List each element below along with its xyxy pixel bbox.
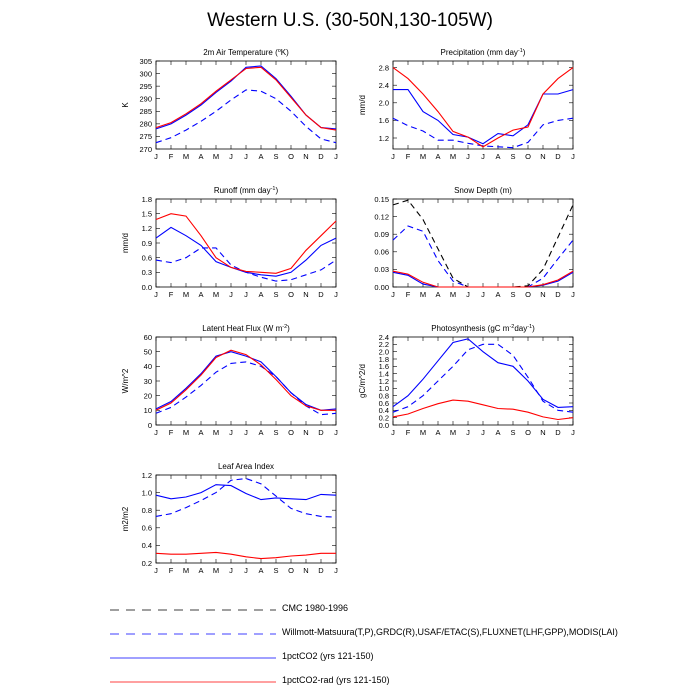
y-tick-label: 275 bbox=[139, 132, 152, 142]
x-tick-label: A bbox=[198, 152, 204, 161]
x-tick-label: N bbox=[540, 152, 546, 161]
x-tick-label: J bbox=[391, 290, 395, 299]
x-tick-label: J bbox=[154, 290, 158, 299]
x-tick-label: D bbox=[318, 152, 324, 161]
legend-label-rad: 1pctCO2-rad (yrs 121-150) bbox=[282, 675, 390, 685]
x-tick-label: J bbox=[571, 290, 575, 299]
y-tick-label: 20 bbox=[143, 391, 152, 401]
x-tick-label: M bbox=[419, 152, 427, 161]
y-tick-label: 2.4 bbox=[378, 81, 389, 90]
x-tick-label: D bbox=[318, 566, 324, 575]
x-tick-label: M bbox=[419, 428, 427, 437]
y-tick-label: 0.6 bbox=[378, 398, 389, 408]
x-tick-label: J bbox=[229, 566, 233, 575]
x-tick-label: A bbox=[258, 290, 264, 299]
legend bbox=[108, 600, 688, 696]
x-tick-label: F bbox=[405, 290, 411, 299]
y-tick-label: 0.12 bbox=[374, 212, 389, 222]
page-title: Western U.S. (30-50N,130-105W) bbox=[207, 10, 493, 31]
legend-item-obs bbox=[108, 624, 688, 648]
x-tick-label: J bbox=[334, 152, 338, 161]
x-tick-label: S bbox=[273, 566, 279, 575]
x-tick-label: A bbox=[258, 428, 264, 437]
y-tick-label: 0.0 bbox=[378, 420, 389, 430]
series-line-rad bbox=[156, 67, 336, 130]
x-tick-label: J bbox=[481, 428, 485, 437]
x-tick-label: N bbox=[303, 428, 309, 437]
x-tick-label: J bbox=[334, 290, 338, 299]
x-tick-label: J bbox=[244, 428, 248, 437]
panel-1 bbox=[358, 48, 575, 161]
series-line-co2 bbox=[156, 485, 336, 500]
x-tick-label: J bbox=[229, 152, 233, 161]
panel-5 bbox=[358, 324, 575, 437]
x-tick-label: M bbox=[419, 290, 427, 299]
x-tick-label: A bbox=[198, 428, 204, 437]
x-tick-label: M bbox=[182, 566, 190, 575]
panel-title: Latent Heat Flux (W $m^{-2}$) bbox=[202, 324, 290, 333]
x-tick-label: O bbox=[288, 290, 294, 299]
x-tick-label: F bbox=[168, 290, 174, 299]
x-tick-label: A bbox=[495, 152, 501, 161]
y-tick-label: 50 bbox=[143, 347, 152, 357]
x-tick-label: J bbox=[154, 152, 158, 161]
x-tick-label: F bbox=[168, 428, 174, 437]
x-tick-label: A bbox=[258, 152, 264, 161]
legend-item-rad bbox=[108, 672, 688, 696]
x-tick-label: J bbox=[154, 428, 158, 437]
x-tick-label: N bbox=[303, 152, 309, 161]
x-tick-label: S bbox=[510, 290, 516, 299]
y-tick-label: 1.8 bbox=[378, 354, 389, 364]
x-tick-label: J bbox=[334, 566, 338, 575]
y-tick-label: 1.2 bbox=[378, 376, 389, 386]
y-axis-label: m2/m2 bbox=[121, 506, 130, 532]
x-tick-label: A bbox=[435, 152, 441, 161]
x-tick-label: M bbox=[449, 152, 457, 161]
x-tick-label: N bbox=[540, 428, 546, 437]
x-tick-label: J bbox=[244, 152, 248, 161]
x-tick-label: O bbox=[525, 152, 531, 161]
y-axis-label: gC/m^2/d bbox=[358, 364, 367, 398]
y-axis-label: mm/d bbox=[358, 95, 367, 115]
y-tick-label: 1.5 bbox=[141, 209, 152, 219]
y-tick-label: 2.8 bbox=[378, 63, 389, 73]
y-tick-label: 2.2 bbox=[378, 340, 389, 350]
y-tick-label: 60 bbox=[143, 332, 152, 342]
series-line-obs bbox=[393, 344, 573, 412]
y-tick-label: 0.8 bbox=[141, 506, 152, 515]
panel-title: Runoff (mm day$^{-1}$) bbox=[213, 186, 279, 195]
y-tick-label: 295 bbox=[139, 81, 152, 91]
panel-title: Precipitation (mm day$^{-1}$) bbox=[440, 48, 526, 57]
x-tick-label: F bbox=[168, 152, 174, 161]
y-tick-label: 0.6 bbox=[141, 523, 152, 533]
y-tick-label: 1.6 bbox=[378, 362, 389, 372]
x-tick-label: J bbox=[571, 428, 575, 437]
x-tick-label: S bbox=[273, 152, 279, 161]
x-tick-label: J bbox=[154, 566, 158, 575]
x-tick-label: M bbox=[212, 290, 220, 299]
plot-frame bbox=[393, 337, 573, 425]
x-tick-label: A bbox=[198, 290, 204, 299]
y-tick-label: 1.0 bbox=[141, 488, 152, 498]
x-tick-label: S bbox=[273, 428, 279, 437]
x-tick-label: D bbox=[318, 428, 324, 437]
y-tick-label: 1.2 bbox=[378, 133, 389, 143]
y-tick-label: 0.15 bbox=[374, 194, 389, 204]
x-tick-label: N bbox=[303, 290, 309, 299]
x-tick-label: J bbox=[244, 566, 248, 575]
x-tick-label: A bbox=[495, 428, 501, 437]
series-line-co2 bbox=[156, 227, 336, 276]
x-tick-label: N bbox=[540, 290, 546, 299]
y-tick-label: 1.2 bbox=[141, 224, 152, 234]
panel-3 bbox=[374, 186, 575, 299]
x-tick-label: S bbox=[510, 428, 516, 437]
x-tick-label: A bbox=[258, 566, 264, 575]
x-tick-label: M bbox=[182, 152, 190, 161]
x-tick-label: J bbox=[244, 290, 248, 299]
panel-2 bbox=[121, 186, 338, 299]
plot-frame bbox=[393, 61, 573, 149]
x-tick-label: J bbox=[466, 428, 470, 437]
x-tick-label: O bbox=[525, 290, 531, 299]
y-tick-label: 0.4 bbox=[378, 406, 389, 416]
x-tick-label: N bbox=[303, 566, 309, 575]
legend-item-cmc bbox=[108, 600, 688, 624]
x-tick-label: J bbox=[466, 290, 470, 299]
y-tick-label: 300 bbox=[139, 69, 152, 79]
x-tick-label: M bbox=[449, 428, 457, 437]
x-tick-label: J bbox=[571, 152, 575, 161]
x-tick-label: J bbox=[334, 428, 338, 437]
y-axis-label: K bbox=[121, 102, 130, 108]
y-tick-label: 0.6 bbox=[141, 253, 152, 263]
panel-title: Snow Depth (m) bbox=[454, 186, 512, 195]
plot-frame bbox=[156, 337, 336, 425]
x-tick-label: S bbox=[273, 290, 279, 299]
y-tick-label: 30 bbox=[143, 376, 152, 386]
panel-title: Leaf Area Index bbox=[217, 462, 275, 471]
x-tick-label: M bbox=[182, 428, 190, 437]
x-tick-label: O bbox=[288, 428, 294, 437]
x-tick-label: J bbox=[229, 428, 233, 437]
y-tick-label: 280 bbox=[139, 119, 152, 129]
x-tick-label: J bbox=[466, 152, 470, 161]
y-tick-label: 0.00 bbox=[374, 282, 389, 292]
y-tick-label: 0.9 bbox=[141, 238, 152, 248]
y-tick-label: 285 bbox=[139, 107, 152, 117]
x-tick-label: O bbox=[288, 566, 294, 575]
x-tick-label: O bbox=[525, 428, 531, 437]
y-tick-label: 1.2 bbox=[141, 470, 152, 480]
plot-frame bbox=[156, 475, 336, 563]
series-line-obs bbox=[156, 248, 336, 281]
y-tick-label: 0.06 bbox=[374, 247, 389, 257]
x-tick-label: M bbox=[212, 152, 220, 161]
series-line-rad bbox=[156, 350, 336, 410]
y-tick-label: 0.8 bbox=[378, 391, 389, 401]
y-tick-label: 0.4 bbox=[141, 541, 152, 551]
x-tick-label: J bbox=[391, 428, 395, 437]
x-tick-label: J bbox=[481, 290, 485, 299]
x-tick-label: A bbox=[435, 428, 441, 437]
y-tick-label: 2.4 bbox=[378, 332, 389, 342]
x-tick-label: M bbox=[449, 290, 457, 299]
y-tick-label: 0.0 bbox=[141, 282, 152, 292]
y-tick-label: 10 bbox=[143, 406, 152, 416]
x-tick-label: M bbox=[212, 428, 220, 437]
y-tick-label: 40 bbox=[143, 362, 152, 372]
y-tick-label: 2.0 bbox=[378, 98, 389, 108]
legend-label-co2: 1pctCO2 (yrs 121-150) bbox=[282, 651, 374, 661]
series-line-co2 bbox=[393, 339, 573, 408]
series-line-co2 bbox=[156, 352, 336, 411]
x-tick-label: J bbox=[481, 152, 485, 161]
plot-frame bbox=[156, 199, 336, 287]
y-tick-label: 1.6 bbox=[378, 116, 389, 126]
legend-label-cmc: CMC 1980-1996 bbox=[282, 603, 349, 613]
panel-title: Photosynthesis (gC $m^{-2}day^{-1}$) bbox=[431, 324, 535, 333]
y-tick-label: 1.4 bbox=[378, 369, 389, 379]
y-tick-label: 290 bbox=[139, 94, 152, 104]
series-line-co2 bbox=[156, 66, 336, 129]
panel-0 bbox=[121, 48, 338, 161]
y-tick-label: 0 bbox=[147, 420, 152, 430]
x-tick-label: D bbox=[318, 290, 324, 299]
x-tick-label: M bbox=[212, 566, 220, 575]
x-tick-label: A bbox=[435, 290, 441, 299]
y-tick-label: 270 bbox=[139, 144, 152, 154]
y-tick-label: 0.09 bbox=[374, 230, 389, 239]
y-tick-label: 0.03 bbox=[374, 265, 389, 275]
y-tick-label: 1.8 bbox=[141, 194, 152, 204]
series-line-obs bbox=[393, 226, 573, 287]
x-tick-label: A bbox=[198, 566, 204, 575]
x-tick-label: M bbox=[182, 290, 190, 299]
series-line-rad bbox=[393, 400, 573, 419]
y-tick-label: 1.0 bbox=[378, 384, 389, 394]
y-tick-label: 0.2 bbox=[141, 558, 152, 568]
series-line-rad bbox=[156, 552, 336, 558]
y-tick-label: 0.2 bbox=[378, 413, 389, 423]
series-line-rad bbox=[156, 214, 336, 274]
y-axis-label: W/m^2 bbox=[121, 368, 130, 394]
legend-label-obs: Willmott-Matsuura(T,P),GRDC(R),USAF/ETAC(S),FLUXNET(LHF,GPP),MODIS(LAI) bbox=[282, 627, 618, 637]
x-tick-label: F bbox=[168, 566, 174, 575]
panel-4 bbox=[121, 324, 338, 437]
series-line-co2 bbox=[393, 90, 573, 144]
panel-title: 2m Air Temperature ($^o$K) bbox=[203, 48, 289, 57]
plot-frame bbox=[156, 61, 336, 149]
x-tick-label: D bbox=[555, 428, 561, 437]
x-tick-label: D bbox=[555, 152, 561, 161]
x-tick-label: F bbox=[405, 152, 411, 161]
x-tick-label: J bbox=[229, 290, 233, 299]
x-tick-label: F bbox=[405, 428, 411, 437]
y-tick-label: 305 bbox=[139, 56, 152, 66]
panel-6 bbox=[121, 462, 338, 575]
y-tick-label: 2.0 bbox=[378, 347, 389, 357]
x-tick-label: J bbox=[391, 152, 395, 161]
x-tick-label: O bbox=[288, 152, 294, 161]
x-tick-label: A bbox=[495, 290, 501, 299]
x-tick-label: D bbox=[555, 290, 561, 299]
legend-item-co2 bbox=[108, 648, 688, 672]
x-tick-label: S bbox=[510, 152, 516, 161]
y-tick-label: 0.3 bbox=[141, 268, 152, 278]
y-axis-label: mm/d bbox=[121, 233, 130, 253]
